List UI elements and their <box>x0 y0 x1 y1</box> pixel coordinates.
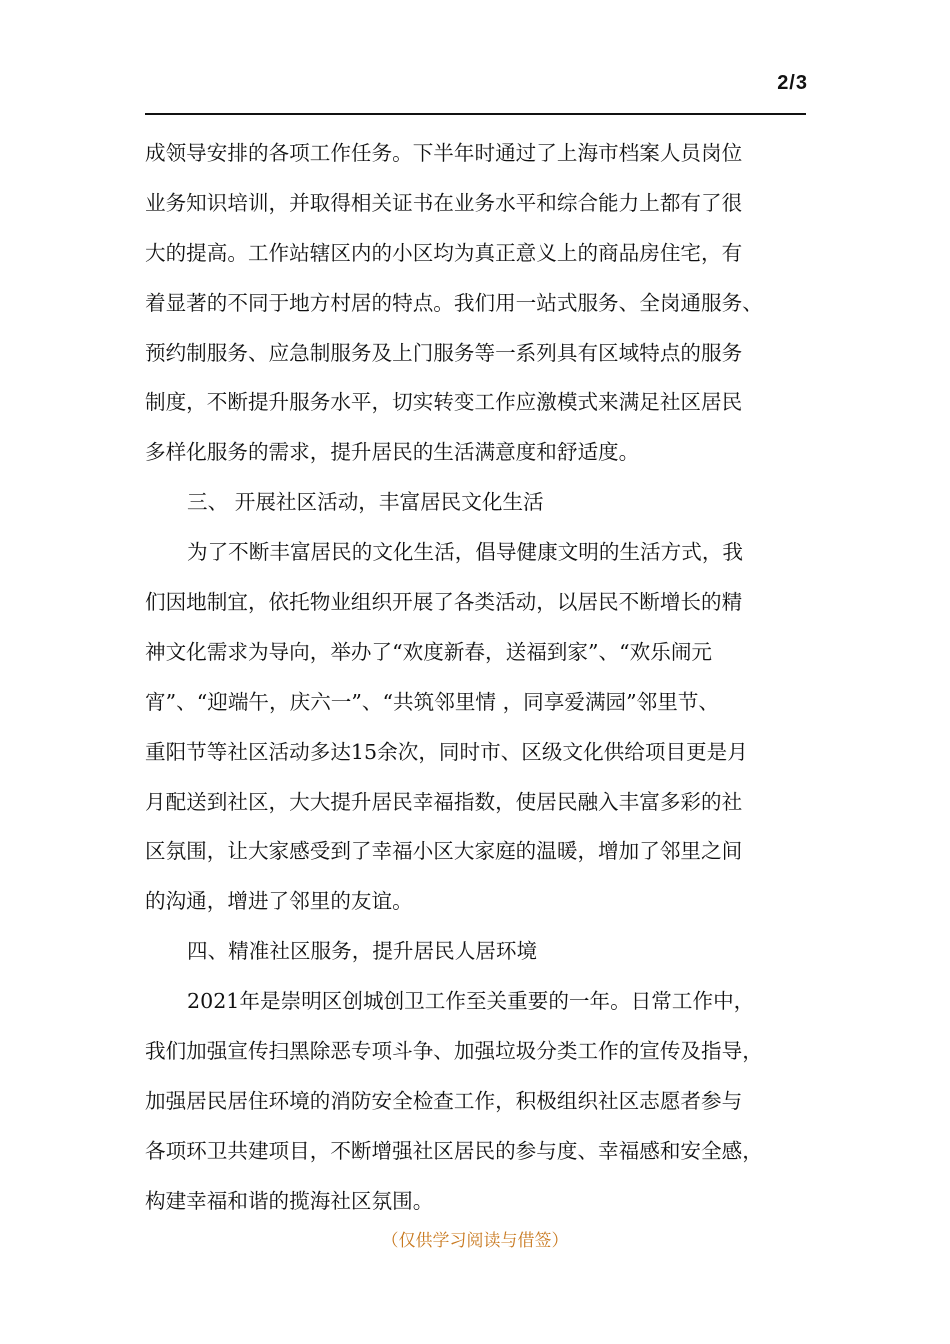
body-line: 各项环卫共建项目，不断增强社区居民的参与度、幸福感和安全感， <box>145 1138 763 1163</box>
section-heading: 三、 开展社区活动，丰富居民文化生活 <box>187 490 544 515</box>
page-number: 2/3 <box>777 72 808 94</box>
body-line: 制度，不断提升服务水平，切实转变工作应激模式来满足社区居民 <box>145 390 743 415</box>
body-line: 我们加强宣传扫黑除恶专项斗争、加强垃圾分类工作的宣传及指导， <box>145 1039 763 1064</box>
section-heading: 四、精准社区服务，提升居民人居环境 <box>187 939 538 964</box>
body-line: 多样化服务的需求，提升居民的生活满意度和舒适度。 <box>145 440 640 465</box>
body-line: 们因地制宜，依托物业组织开展了各类活动，以居民不断增长的精 <box>145 590 743 615</box>
body-line: 业务知识培训，并取得相关证书在业务水平和综合能力上都有了很 <box>145 190 743 215</box>
header-divider <box>145 113 806 115</box>
body-line: 加强居民居住环境的消防安全检查工作，积极组织社区志愿者参与 <box>145 1088 743 1113</box>
body-line: 为了不断丰富居民的文化生活，倡导健康文明的生活方式，我 <box>187 540 744 565</box>
body-line: 的沟通，增进了邻里的友谊。 <box>145 889 413 914</box>
body-line: 成领导安排的各项工作任务。下半年时通过了上海市档案人员岗位 <box>145 141 743 165</box>
body-line: 构建幸福和谐的揽海社区氛围。 <box>145 1188 434 1213</box>
body-line: 重阳节等社区活动多达15余次，同时市、区级文化供给项目更是月 <box>145 739 748 764</box>
document-body <box>145 133 810 1231</box>
body-line: 2021年是崇明区创城创卫工作至关重要的一年。日常工作中， <box>187 989 755 1014</box>
body-line: 预约制服务、应急制服务及上门服务等一系列具有区域特点的服务 <box>145 340 743 365</box>
body-line: 着显著的不同于地方村居的特点。我们用一站式服务、全岗通服务、 <box>145 290 763 315</box>
body-line: 大的提高。工作站辖区内的小区均为真正意义上的商品房住宅，有 <box>145 240 743 265</box>
body-line: 神文化需求为导向，举办了“欢度新春，送福到家”、“欢乐闹元 <box>145 639 713 664</box>
body-line: 区氛围，让大家感受到了幸福小区大家庭的温暖，增加了邻里之间 <box>145 839 743 864</box>
body-line: 宵”、“迎端午，庆六一”、“共筑邻里情 ，同享爱满园”邻里节、 <box>145 689 720 714</box>
footer-disclaimer: （仅供学习阅读与借签） <box>381 1231 569 1251</box>
body-line: 月配送到社区，大大提升居民幸福指数，使居民融入丰富多彩的社 <box>145 789 743 814</box>
